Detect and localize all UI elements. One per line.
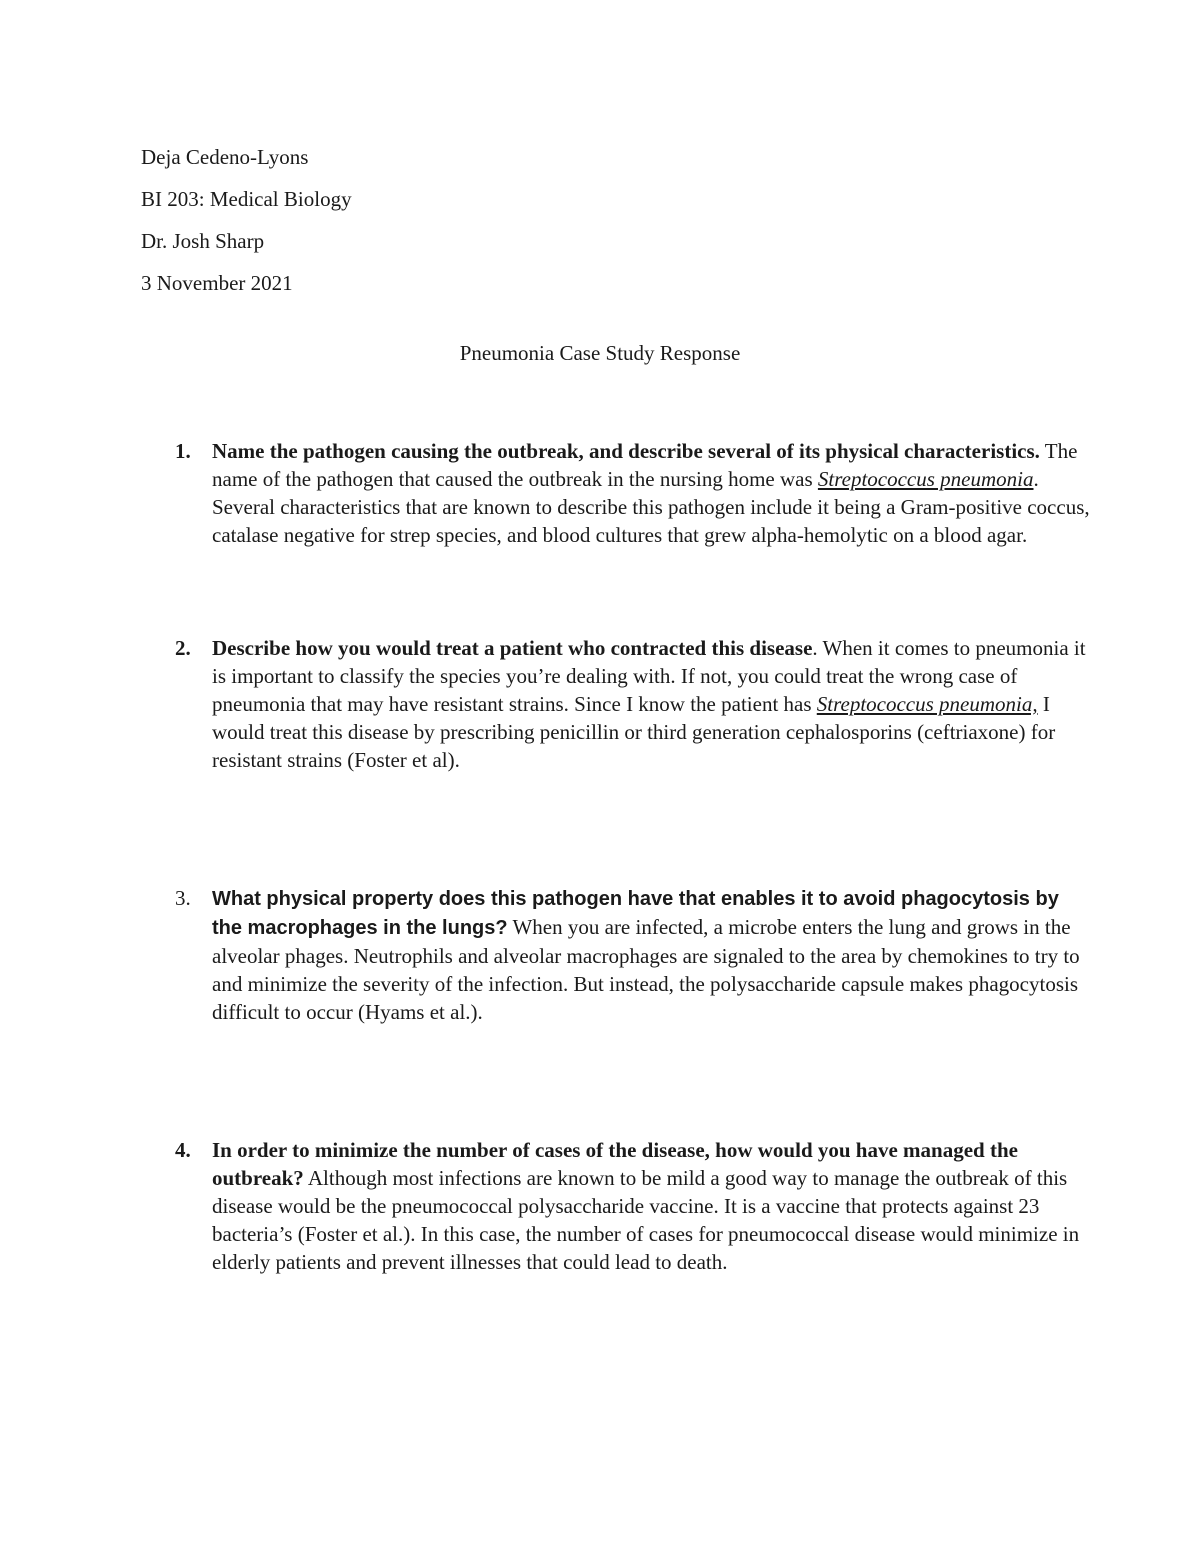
question-1 (141, 437, 1101, 549)
question-number: 2. (175, 636, 191, 660)
answer-text: I would treat this disease by prescribing penicillin or third generation cephalosporins (ceftriaxone) for resistant strains (Foster et al). (212, 692, 1056, 772)
question-3 (141, 884, 1101, 1026)
question-text: What physical property does this pathogen have that enables it to avoid phagocytosis by the macrophages in the lungs? (212, 888, 1059, 939)
answer-text: When you are infected, a microbe enters the lung and grows in the alveolar phages. Neutrophils and alveolar macrophages are signaled to the area by chemokines to try to and minimize the severity of the infection. But instead, the polysaccharide capsule makes phagocytosis difficult to occur (Hyams et al.). (212, 915, 1080, 1024)
answer-text: Although most infections are known to be mild a good way to manage the outbreak of this disease would be the pneumococcal polysaccharide vaccine. It is a vaccine that protects against 23 bacteria’s (Foster et al.). In this case, the number of cases for pneumococcal disease would minimize in elderly patients and prevent illnesses that could lead to death. (212, 1166, 1080, 1274)
answer-text: . When it comes to pneumonia it is important to classify the species you’re dealing with. If not, you could treat the wrong case of pneumonia that may have resistant strains. Since I know the patient has (212, 636, 1086, 716)
question-body (212, 884, 1092, 1026)
instructor-name: Dr. Josh Sharp (141, 229, 265, 253)
question-text: Name the pathogen causing the outbreak, and describe several of its physical characteristics. (212, 439, 1040, 463)
answer-text: The name of the pathogen that caused the outbreak in the nursing home was (212, 439, 1078, 491)
question-number: 3. (175, 886, 191, 910)
author-name: Deja Cedeno-Lyons (141, 145, 309, 169)
document-date: 3 November 2021 (141, 271, 293, 295)
course-name: BI 203: Medical Biology (141, 187, 352, 211)
document-title: Pneumonia Case Study Response (459, 341, 741, 365)
question-4 (141, 1136, 1101, 1276)
question-number: 4. (175, 1138, 191, 1162)
question-2 (141, 634, 1101, 774)
question-text: In order to minimize the number of cases of the disease, how would you have managed the outbreak? (212, 1138, 1018, 1190)
species-name: Streptococcus pneumonia, (816, 692, 1038, 716)
question-body (212, 634, 1092, 774)
question-body (212, 437, 1092, 549)
answer-text: . Several characteristics that are known to describe this pathogen include it being a Gram-positive coccus, catalase negative for strep species, and blood cultures that grew alpha-hemolytic on a blood agar. (212, 467, 1090, 547)
question-number: 1. (175, 439, 191, 463)
species-name: Streptococcus pneumonia (817, 467, 1034, 491)
question-body (212, 1136, 1092, 1276)
question-text: Describe how you would treat a patient who contracted this disease (212, 636, 813, 660)
